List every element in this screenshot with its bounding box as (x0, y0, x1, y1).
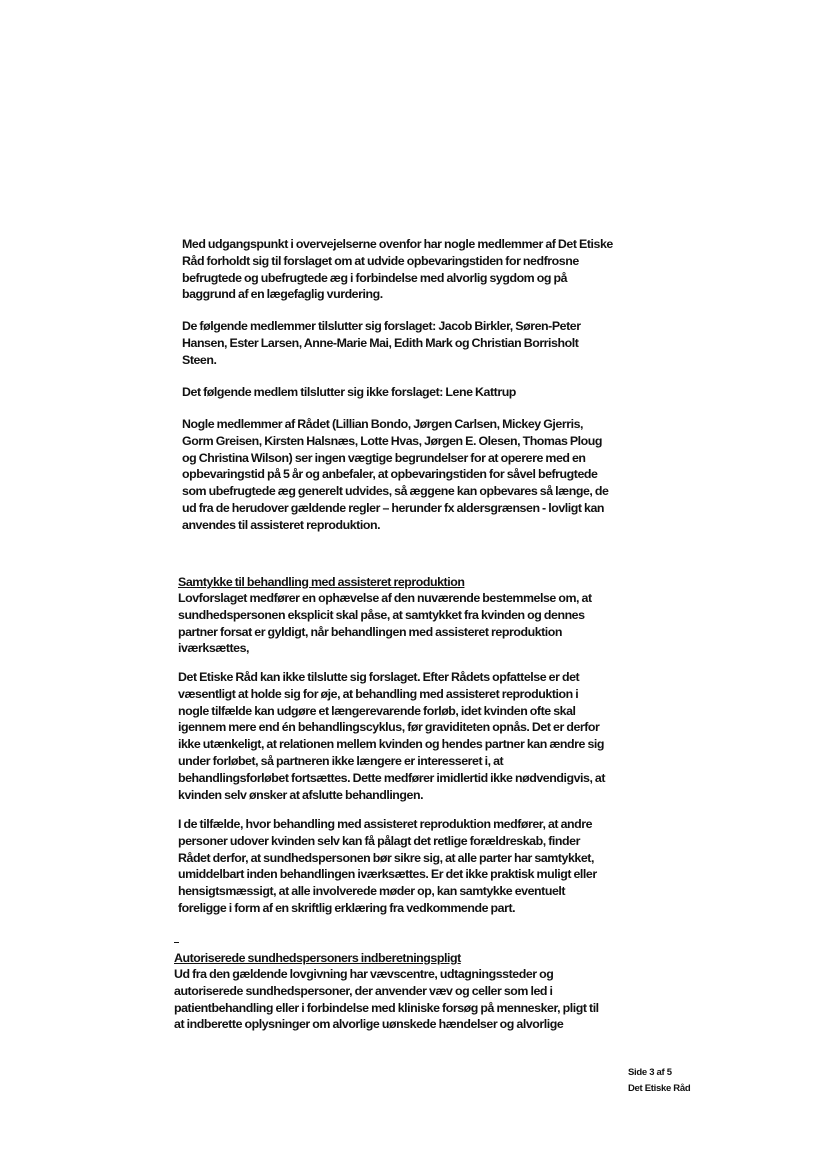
paragraph-member-consideration: Med udgangspunkt i overvejelserne ovenfor har nogle medlemmer af Det Etiske Råd forholdt sig til forslaget om at udvide opbevaringstiden for nedfrosne befrugtede og ubefrugtede æg i forbindelse med alvorlig sygdom og på baggrund af en lægefaglig vurdering. (182, 237, 613, 302)
paragraph-members-supporting: De følgende medlemmer tilslutter sig forslaget: Jacob Birkler, Søren-Peter Hansen, Ester Larsen, Anne-Marie Mai, Edith Mark og Christian Borrisholt Steen. (182, 319, 581, 367)
page-number: Side 3 af 5 (628, 1067, 672, 1078)
stray-mark (174, 942, 179, 943)
paragraph-members-recommendation: Nogle medlemmer af Rådet (Lillian Bondo, Jørgen Carlsen, Mickey Gjerris, Gorm Greisen, Kirsten Halsnæs, Lotte Hvas, Jørgen E. Olesen, Thomas Ploug og Christina Wilson) ser ingen vægtige begrundelser for at operere med en opbevaringstid på 5 år og anbefaler, at opbevaringstiden for såvel befrugtede som ubefrugtede æg generelt udvides, så æggene kan opbevares så længe, de ud fra de herudover gældende regler – herunder fx aldersgrænsen - lovligt kan anvendes til assisteret reproduktion. (182, 417, 609, 532)
paragraph-bill-consent: Lovforslaget medfører en ophævelse af den nuværende bestemmelse om, at sundhedspersonen eksplicit skal påse, at samtykket fra kvinden og dennes partner forsat er gyldigt, når behandlingen med assisteret reproduktion iværksættes, (178, 591, 592, 656)
page-footer (628, 1065, 690, 1097)
paragraph-council-opinion: Det Etiske Råd kan ikke tilslutte sig forslaget. Efter Rådets opfattelse er det væsentligt at holde sig for øje, at behandling med assisteret reproduktion i nogle tilfælde kan udgøre et længerevarende forløb, idet kvinden ofte skal igennem mere end én behandlingscyklus, før graviditeten opnås. Det er derfor ikke utænkeligt, at relationen mellem kvinden og hendes partner kan ændre sig under forløbet, så partneren ikke længere er interesseret i, at behandlingsforløbet fortsættes. Dette medfører imidlertid ikke nødvendigvis, at kvinden selv ønsker at afslutte behandlingen. (178, 670, 606, 802)
footer-organization: Det Etiske Råd (628, 1083, 691, 1094)
paragraph-consent-requirement: I de tilfælde, hvor behandling med assisteret reproduktion medfører, at andre personer udover kvinden selv kan få pålagt det retlige forældreskab, finder Rådet derfor, at sundhedspersonen bør sikre sig, at alle parter har samtykket, umiddelbart inden behandlingen iværksættes. Er det ikke praktisk muligt eller hensigtsmæssigt, at alle involverede møder op, kan samtykke eventuelt foreligge i form af en skriftlig erklæring fra vedkommende part. (178, 817, 597, 915)
paragraph-member-not-supporting: Det følgende medlem tilslutter sig ikke forslaget: Lene Kattrup (182, 385, 516, 399)
paragraph-reporting-duty: Ud fra den gældende lovgivning har vævscentre, udtagningssteder og autoriserede sundhedspersoner, der anvender væv og celler som led i patientbehandling eller i forbindelse med kliniske forsøg på mennesker, pligt til at indberette oplysninger om alvorlige uønskede hændelser og alvorlige (174, 967, 599, 1032)
section-heading-consent: Samtykke til behandling med assisteret reproduktion (178, 575, 465, 589)
section-heading-reporting-duty: Autoriserede sundhedspersoners indberetningspligt (174, 951, 461, 965)
